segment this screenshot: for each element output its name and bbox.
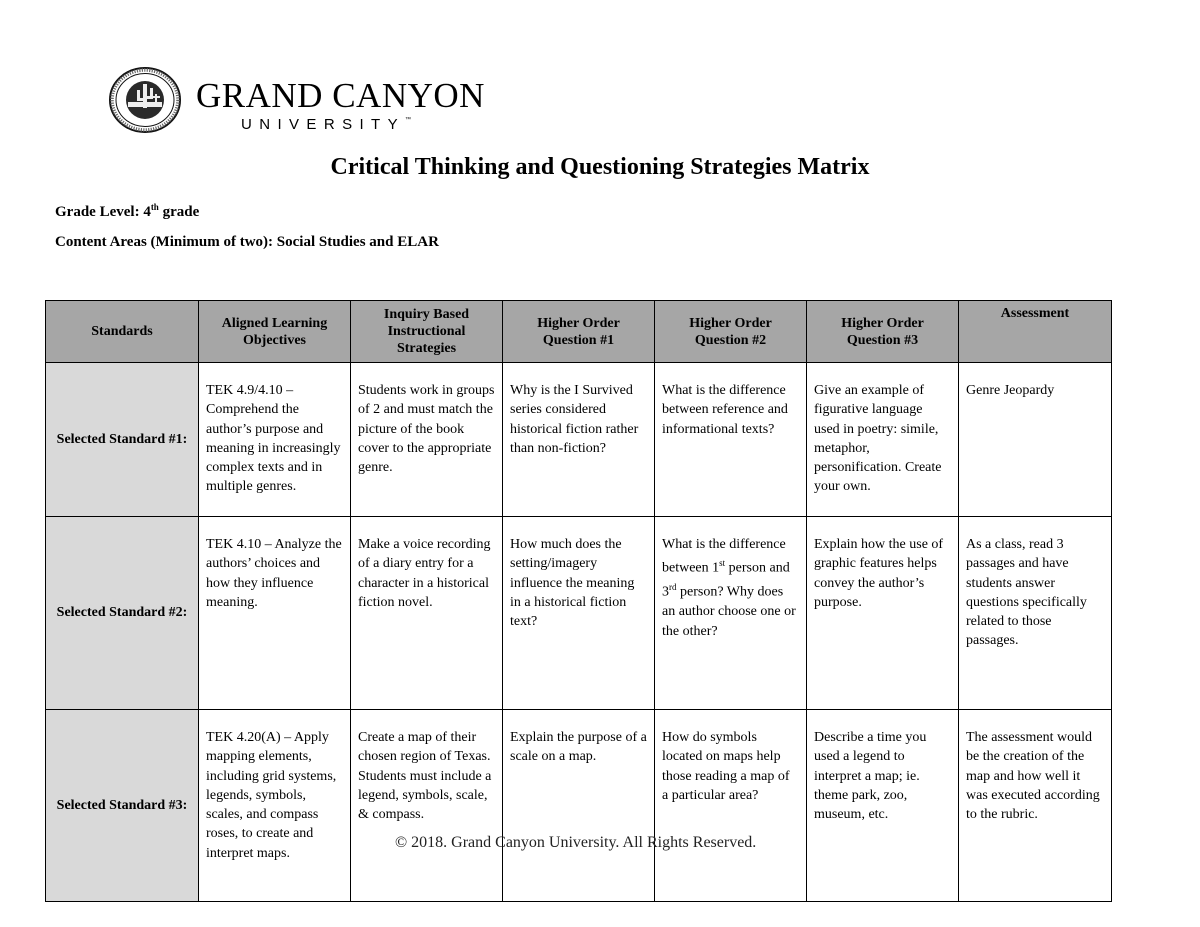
strategies-cell: Make a voice recording of a diary entry for a character in a historical fiction novel. — [351, 517, 503, 710]
objectives-cell: TEK 4.10 – Analyze the authors’ choices and how they influence meaning. — [199, 517, 351, 710]
question-1-cell: How much does the setting/imagery influence the meaning in a historical fiction text? — [503, 517, 655, 710]
question-2-cell: What is the difference between 1st person and 3rd person? Why does an author choose one or the other? — [655, 517, 807, 710]
logo-wordmark: GRAND CANYON — [196, 76, 485, 115]
gcu-logo — [108, 66, 488, 134]
university-seal-icon — [108, 66, 184, 134]
table-row — [46, 517, 1112, 710]
header-objectives: Aligned Learning Objectives — [199, 301, 351, 363]
question-1-cell: Why is the I Survived series considered historical fiction rather than non-fiction? — [503, 363, 655, 517]
assessment-cell: As a class, read 3 passages and have students answer questions specifically related to those passages. — [959, 517, 1112, 710]
strategies-matrix-table — [45, 300, 1112, 902]
assessment-cell: Genre Jeopardy — [959, 363, 1112, 517]
question-2-cell: What is the difference between reference and informational texts? — [655, 363, 807, 517]
header-question-2: Higher Order Question #2 — [655, 301, 807, 363]
header-question-3: Higher Order Question #3 — [807, 301, 959, 363]
objectives-cell: TEK 4.9/4.10 – Comprehend the author’s purpose and meaning in increasingly complex texts and in multiple genres. — [199, 363, 351, 517]
question-1-cell: Explain the purpose of a scale on a map. — [503, 710, 655, 902]
question-3-cell: Explain how the use of graphic features helps convey the author’s purpose. — [807, 517, 959, 710]
copyright-footer: © 2018. Grand Canyon University. All Rights Reserved. — [395, 834, 757, 851]
header-assessment: Assessment — [959, 301, 1112, 363]
question-3-cell: Describe a time you used a legend to interpret a map; ie. theme park, zoo, museum, etc. — [807, 710, 959, 902]
standard-cell: Selected Standard #3: — [46, 710, 199, 902]
page-title: Critical Thinking and Questioning Strategies Matrix — [330, 154, 870, 180]
standard-cell: Selected Standard #2: — [46, 517, 199, 710]
question-3-cell: Give an example of figurative language used in poetry: simile, metaphor, personification. Create your own. — [807, 363, 959, 517]
standard-cell: Selected Standard #1: — [46, 363, 199, 517]
header-standards: Standards — [46, 301, 199, 363]
strategies-cell: Create a map of their chosen region of Texas. Students must include a legend, symbols, scale, & compass. — [351, 710, 503, 902]
logo-subtitle: UNIVERSITY™ — [241, 116, 412, 133]
content-areas: Content Areas (Minimum of two): Social Studies and ELAR — [55, 234, 439, 250]
grade-level: Grade Level: 4th grade — [55, 202, 200, 220]
question-2-cell: How do symbols located on maps help those reading a map of a particular area? — [655, 710, 807, 902]
strategies-cell: Students work in groups of 2 and must match the picture of the book cover to the appropriate genre. — [351, 363, 503, 517]
table-row — [46, 710, 1112, 902]
header-strategies: Inquiry Based Instructional Strategies — [351, 301, 503, 363]
header-question-1: Higher Order Question #1 — [503, 301, 655, 363]
assessment-cell: The assessment would be the creation of the map and how well it was executed according to the rubric. — [959, 710, 1112, 902]
objectives-cell: TEK 4.20(A) – Apply mapping elements, including grid systems, legends, symbols, scales, and compass roses, to create and interpret maps. — [199, 710, 351, 902]
table-header-row — [46, 301, 1112, 363]
table-row — [46, 363, 1112, 517]
